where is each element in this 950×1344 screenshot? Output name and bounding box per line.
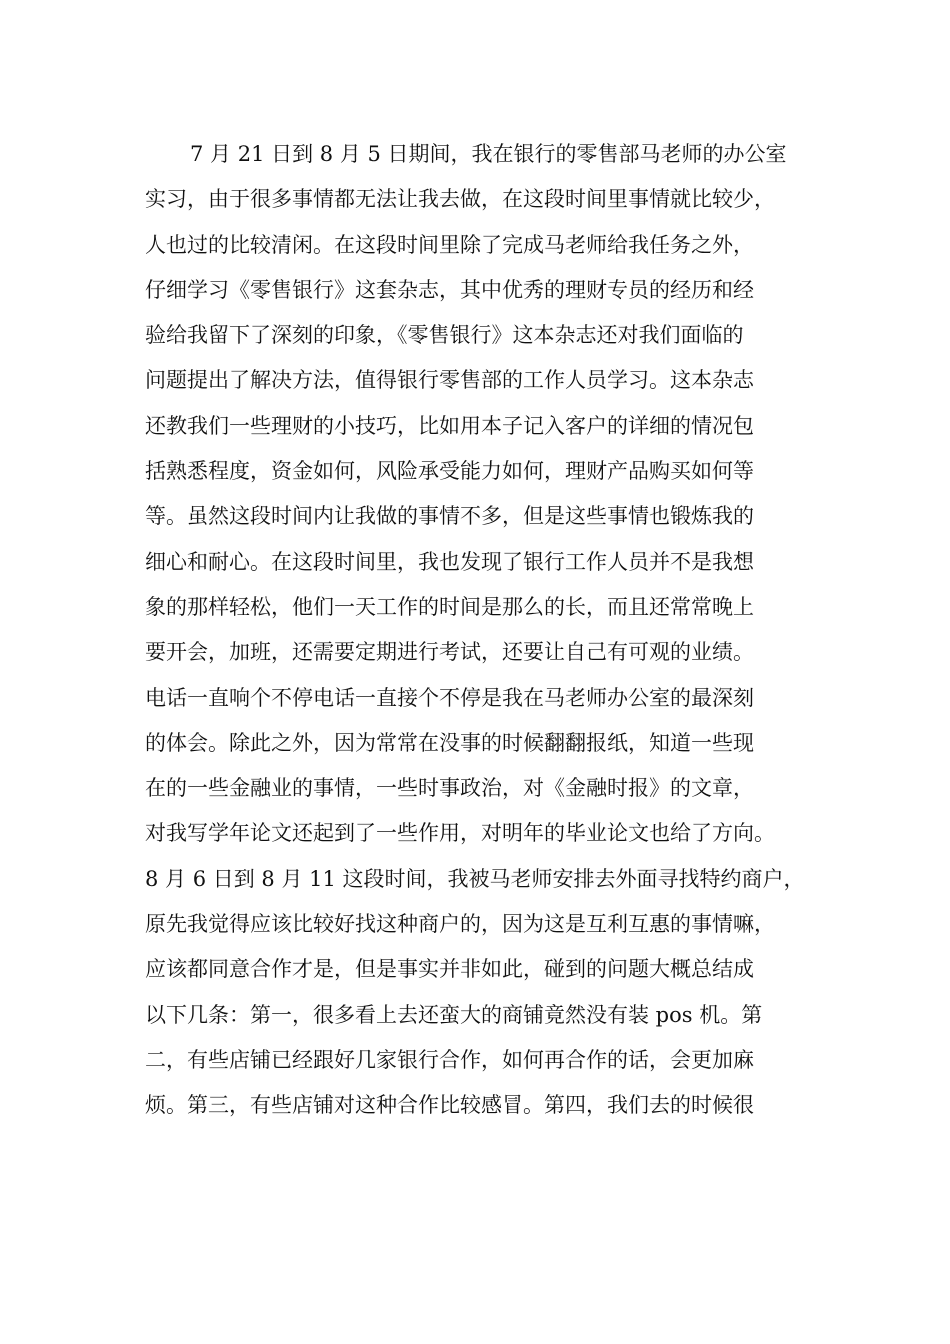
- text-line: 象的那样轻松，他们一天工作的时间是那么的长，而且还常常晚上: [145, 594, 754, 619]
- text-line: 二，有些店铺已经跟好几家银行合作，如何再合作的话，会更加麻: [145, 1047, 754, 1072]
- text-line: 验给我留下了深刻的印象，《零售银行》这本杂志还对我们面临的: [145, 323, 744, 348]
- text-line: 在的一些金融业的事情，一些时事政治，对《金融时报》的文章，: [145, 776, 754, 801]
- text-line: 要开会，加班，还需要定期进行考试，还要让自己有可观的业绩。: [145, 640, 754, 665]
- text-line: 括熟悉程度，资金如何，风险承受能力如何，理财产品购买如何等: [145, 459, 754, 484]
- text-line: 实习，由于很多事情都无法让我去做，在这段时间里事情就比较少，: [145, 187, 775, 212]
- text-line: 仔细学习《零售银行》这套杂志，其中优秀的理财专员的经历和经: [145, 277, 754, 302]
- text-line: 的体会。除此之外，因为常常在没事的时候翻翻报纸，知道一些现: [145, 730, 754, 755]
- text-line: 烦。第三，有些店铺对这种合作比较感冒。第四，我们去的时候很: [145, 1093, 754, 1118]
- text-line: 8 月 6 日到 8 月 11 这段时间，我被马老师安排去外面寻找特约商户，: [145, 866, 805, 891]
- text-line: 还教我们一些理财的小技巧，比如用本子记入客户的详细的情况包: [145, 413, 754, 438]
- text-line: 应该都同意合作才是，但是事实并非如此，碰到的问题大概总结成: [145, 957, 754, 982]
- text-line: 7 月 21 日到 8 月 5 日期间，我在银行的零售部马老师的办公室: [190, 142, 787, 166]
- body-text: [145, 132, 825, 1129]
- text-line: 原先我觉得应该比较好找这种商户的，因为这是互利互惠的事情嘛，: [145, 912, 775, 937]
- text-line: 问题提出了解决方法，值得银行零售部的工作人员学习。这本杂志: [145, 368, 754, 393]
- text-line: 以下几条：第一，很多看上去还蛮大的商铺竟然没有装 pos 机。第: [145, 1002, 763, 1027]
- text-line: 细心和耐心。在这段时间里，我也发现了银行工作人员并不是我想: [145, 549, 754, 574]
- text-line: 人也过的比较清闲。在这段时间里除了完成马老师给我任务之外，: [145, 232, 754, 257]
- text-line: 对我写学年论文还起到了一些作用，对明年的毕业论文也给了方向。: [145, 821, 775, 846]
- text-line: 等。虽然这段时间内让我做的事情不多，但是这些事情也锻炼我的: [145, 504, 754, 529]
- text-line: 电话一直响个不停电话一直接个不停是我在马老师办公室的最深刻: [145, 685, 754, 710]
